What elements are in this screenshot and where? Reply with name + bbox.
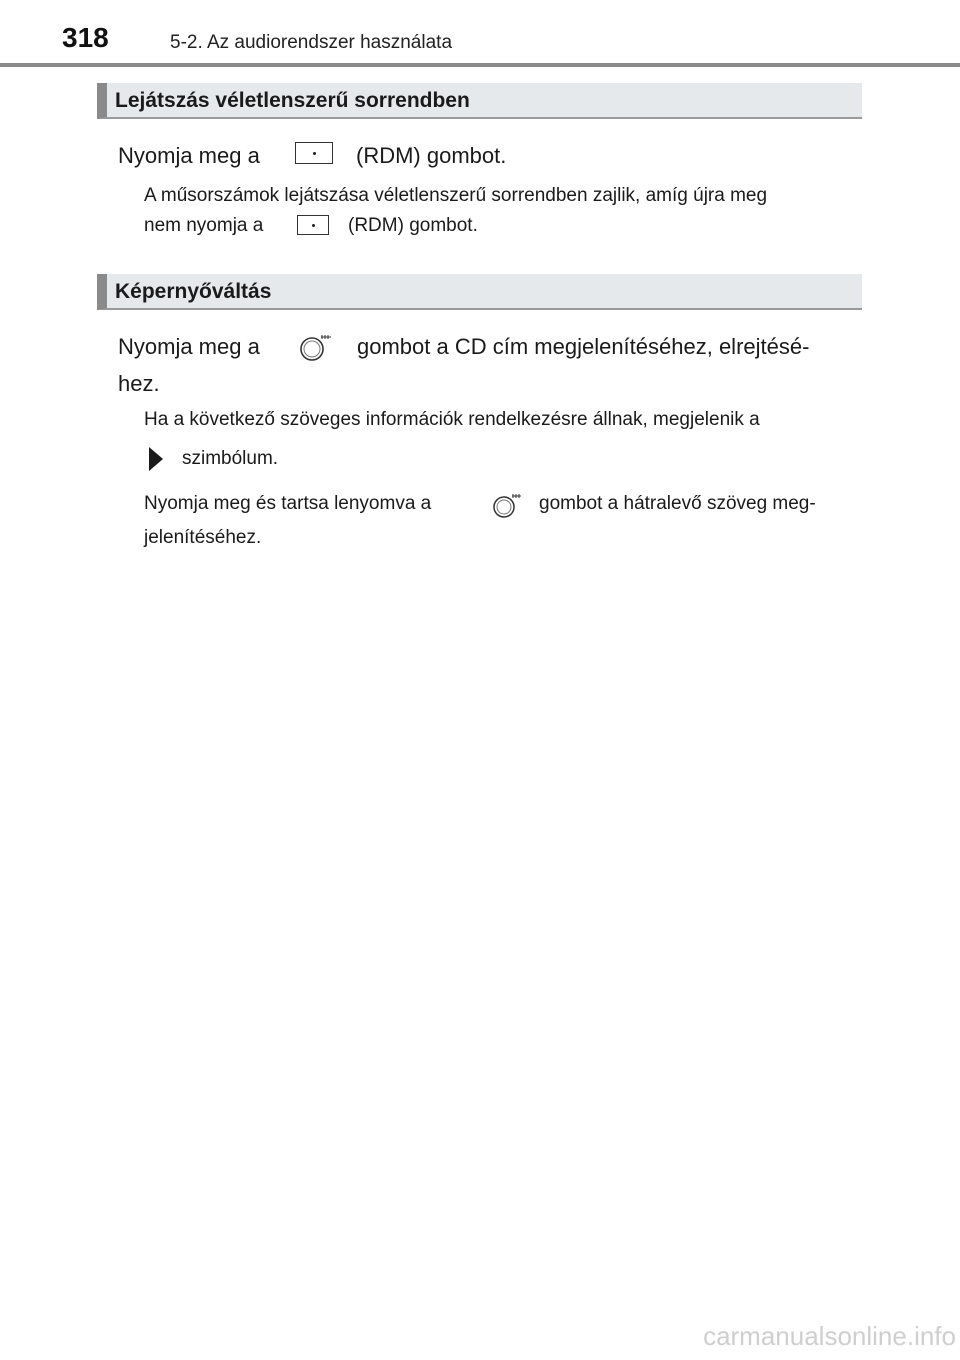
note-text: nem nyomja a [144, 215, 264, 236]
step-text: (RDM) gombot. [356, 143, 507, 168]
note-text: jelenítéséhez. [144, 527, 262, 548]
step-text: hez. [118, 371, 160, 396]
more-text-arrow-icon [146, 444, 166, 474]
chapter-title: 5-2. Az audiorendszer használata [170, 32, 453, 53]
section-heading-display [97, 274, 862, 310]
note-text: A műsorszámok lejátszása véletlenszerű sorrendben zajlik, amíg újra meg [144, 185, 768, 206]
note-text: szimbólum. [182, 448, 279, 469]
note-text: Nyomja meg és tartsa lenyomva a [144, 493, 432, 514]
rdm-button-icon [297, 215, 329, 235]
section-title: Lejátszás véletlenszerű sorrendben [115, 89, 470, 112]
footer-watermark: carmanualsonline.info [703, 1321, 956, 1351]
section-title: Képernyőváltás [115, 280, 272, 303]
rdm-button-icon [295, 142, 333, 164]
note-text: gombot a hátralevő szöveg meg- [539, 493, 816, 514]
note-text: Ha a következő szöveges információk rendelkezésre állnak, megjelenik a [144, 409, 760, 430]
header-divider [0, 63, 960, 67]
note-text: (RDM) gombot. [348, 215, 478, 236]
text-knob-icon [296, 330, 336, 364]
step-text: gombot a CD cím megjelenítéséhez, elrejtésé- [357, 334, 810, 359]
step-text: Nyomja meg a [118, 334, 260, 359]
section-heading-random [97, 83, 862, 119]
page-number: 318 [62, 22, 109, 53]
text-knob-icon [490, 490, 526, 520]
step-text: Nyomja meg a [118, 143, 260, 168]
